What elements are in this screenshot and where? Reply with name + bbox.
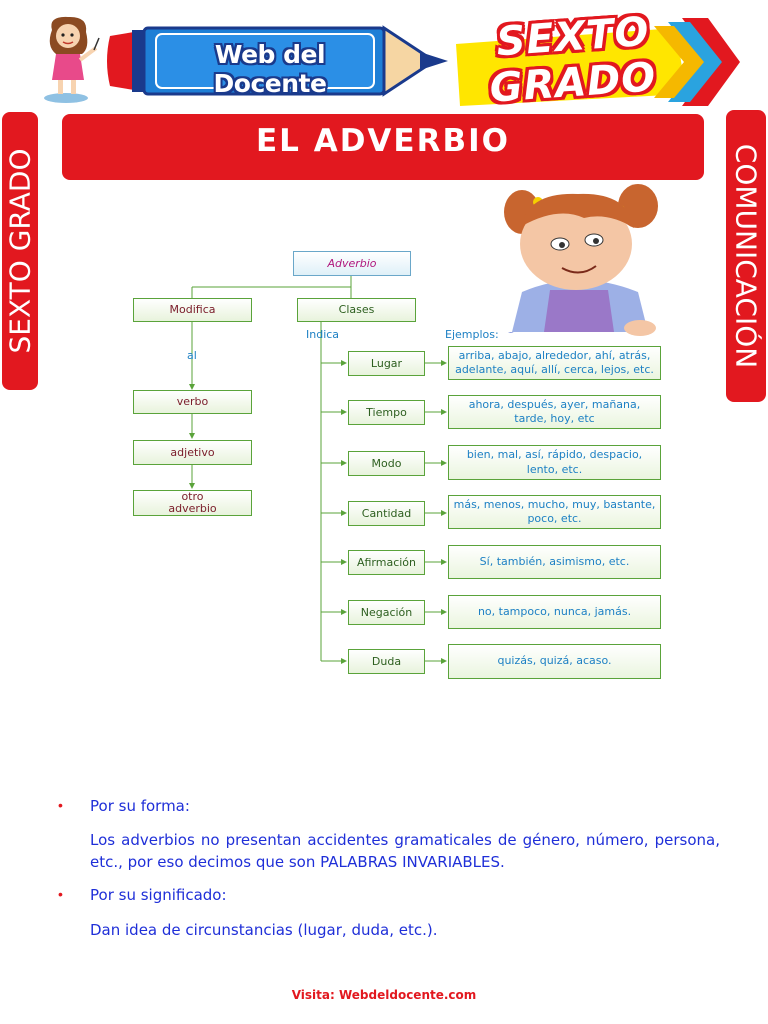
map-examples-modo: bien, mal, así, rápido, despacio, lento, etc. (448, 445, 661, 480)
title-bar (62, 114, 704, 180)
paragraph-forma: Los adverbios no presentan accidentes gramaticales de género, número, persona, etc., por eso decimos que son PALABRAS INVARIABLES. (90, 831, 720, 871)
site-logo-text: Web del Docente (213, 40, 327, 98)
map-node-otro-adverbio: otro adverbio (133, 490, 252, 516)
grade-word-grado: GRADO (488, 54, 658, 112)
side-tab-grade-label: SEXTO GRADO (3, 148, 37, 354)
heading-por-su-significado: Por su significado: (90, 886, 227, 904)
map-examples-lugar: arriba, abajo, alrededor, ahí, atrás, adelante, aquí, allí, cerca, lejos, etc. (448, 346, 661, 380)
map-class-modo: Modo (348, 451, 425, 476)
footer-link[interactable]: Visita: Webdeldocente.com (291, 988, 477, 1002)
map-label-ejemplos: Ejemplos: (445, 328, 499, 341)
heading-por-su-forma: Por su forma: (90, 797, 190, 815)
map-examples-duda: quizás, quizá, acaso. (448, 644, 661, 679)
map-class-cantidad: Cantidad (348, 501, 425, 526)
map-node-adjetivo: adjetivo (133, 440, 252, 465)
page-title: EL ADVERBIO (255, 123, 510, 159)
paragraph-significado: Dan idea de circunstancias (lugar, duda, etc.). (90, 921, 438, 939)
map-class-tiempo: Tiempo (348, 400, 425, 425)
bullet-significado: • (58, 886, 63, 902)
teacher-illustration (38, 14, 100, 104)
side-tab-subject-label: COMUNICACIÓN (729, 143, 763, 369)
map-node-modifica: Modifica (133, 298, 252, 322)
map-node-adverbio: Adverbio (293, 251, 411, 276)
grade-word-sexto: SEXTO (494, 8, 652, 66)
map-label-indica: Indica (306, 328, 340, 341)
map-node-clases: Clases (297, 298, 416, 322)
girl-illustration (488, 182, 668, 338)
map-node-verbo: verbo (133, 390, 252, 414)
map-class-lugar: Lugar (348, 351, 425, 376)
map-examples-afirmacion: Sí, también, asimismo, etc. (448, 545, 661, 579)
map-examples-cantidad: más, menos, mucho, muy, bastante, poco, etc. (448, 495, 661, 529)
map-class-negacion: Negación (348, 600, 425, 625)
bullet-forma: • (58, 797, 63, 813)
map-class-afirmacion: Afirmación (348, 550, 425, 575)
map-label-al: al (187, 349, 197, 362)
map-examples-negacion: no, tampoco, nunca, jamás. (448, 595, 661, 629)
map-class-duda: Duda (348, 649, 425, 674)
map-examples-tiempo: ahora, después, ayer, mañana, tarde, hoy, etc (448, 395, 661, 429)
